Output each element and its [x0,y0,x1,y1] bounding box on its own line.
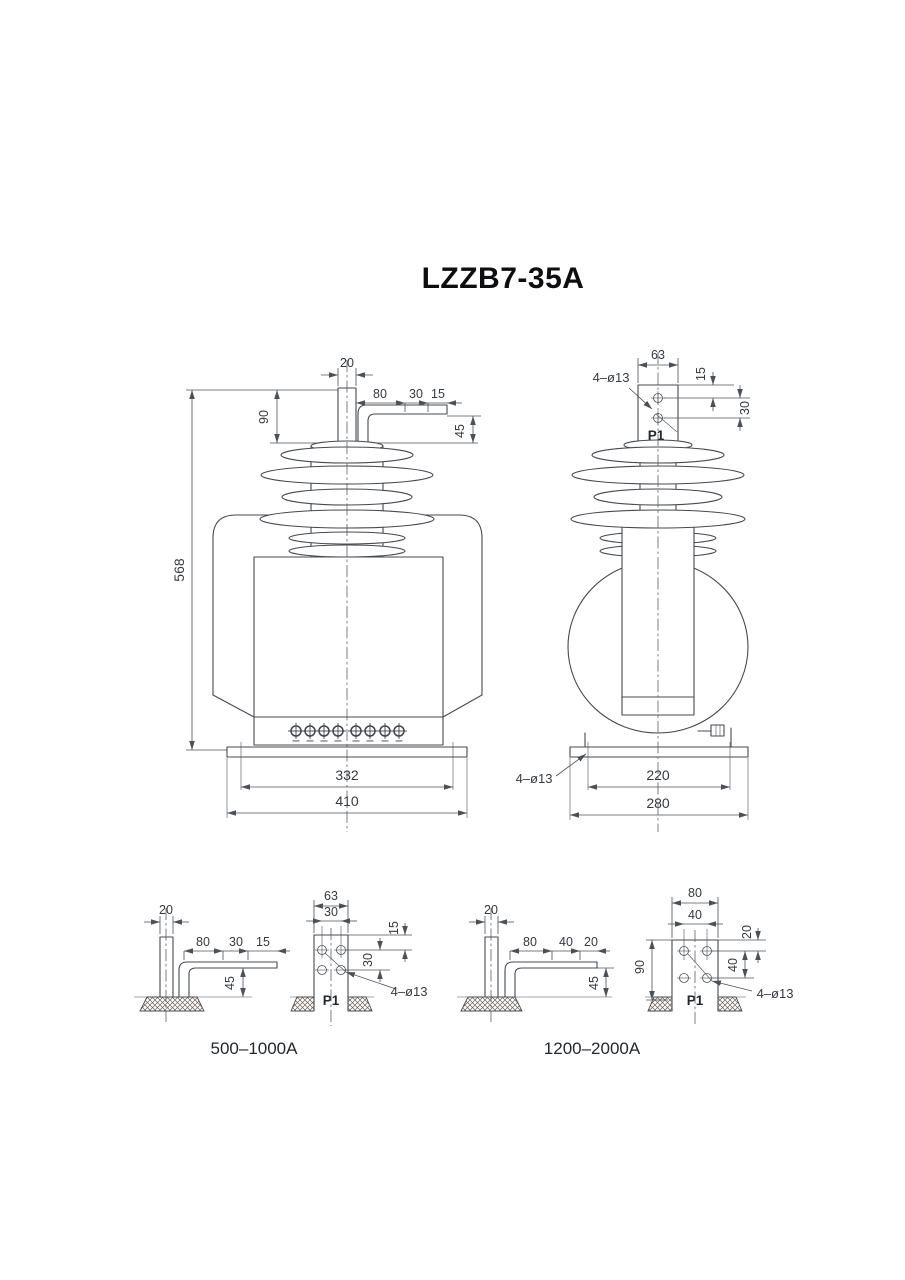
terminal-markings [293,740,403,742]
dimA-30: 30 [229,935,243,949]
dim-15: 15 [431,387,445,401]
dim-30: 30 [409,387,423,401]
base-plate-side [570,747,748,757]
dimA-20: 20 [159,903,173,917]
dim-80: 80 [373,387,387,401]
page-title: LZZB7-35A [421,262,585,295]
terminal-screw [288,723,407,739]
dimB-20: 20 [484,903,498,917]
caption-1200-2000a: 1200–2000A [543,1039,641,1058]
p1-label: P1 [647,428,665,443]
earthing-terminal [698,725,724,736]
dimB-90: 90 [633,960,647,974]
dimA-45: 45 [223,976,237,990]
dimA-15-offset: 15 [387,921,401,935]
dimB-40-side: 40 [726,958,740,972]
dim-410: 410 [335,793,359,809]
dim-15-offset: 15 [694,367,708,381]
caption-500-1000a: 500–1000A [210,1039,298,1058]
dimA-63: 63 [324,889,338,903]
dimA-80: 80 [196,935,210,949]
dim-568: 568 [171,558,187,582]
dim-332: 332 [335,767,359,783]
dim-63: 63 [651,348,665,362]
dim-220: 220 [646,767,670,783]
ground-hatch-b [461,997,522,1011]
dimB-20-offset: 20 [740,925,754,939]
detailB-holes-label: 4–ø13 [756,986,794,1001]
dim-90: 90 [257,410,271,424]
detailA-holes [315,946,348,975]
dimB-80: 80 [523,935,537,949]
detail-500-1000a [134,889,427,1058]
secondary-terminals [288,723,407,742]
detailA-holes-label: 4–ø13 [390,984,428,999]
detailB-p1-label: P1 [686,993,704,1008]
side-view [516,348,752,832]
ground-hatch [140,997,204,1011]
dimA-30-side: 30 [361,953,375,967]
front-view [171,356,482,832]
detail-1200-2000a [457,886,793,1058]
front-view-dimensions [171,356,481,818]
dimA-30-top: 30 [324,905,338,919]
base-holes-label: 4–ø13 [515,771,553,786]
dimB-45: 45 [587,976,601,990]
dimB-40-top: 40 [688,908,702,922]
dimB-plate-80: 80 [688,886,702,900]
dimA-15: 15 [256,935,270,949]
dim-20: 20 [340,356,354,370]
detailA-p1-label: P1 [322,993,340,1008]
dimB-40: 40 [559,935,573,949]
dim-280: 280 [646,795,670,811]
dimB-20b: 20 [584,935,598,949]
dim-30-pitch: 30 [738,401,752,415]
dim-45: 45 [453,424,467,438]
top-holes-label: 4–ø13 [592,370,630,385]
